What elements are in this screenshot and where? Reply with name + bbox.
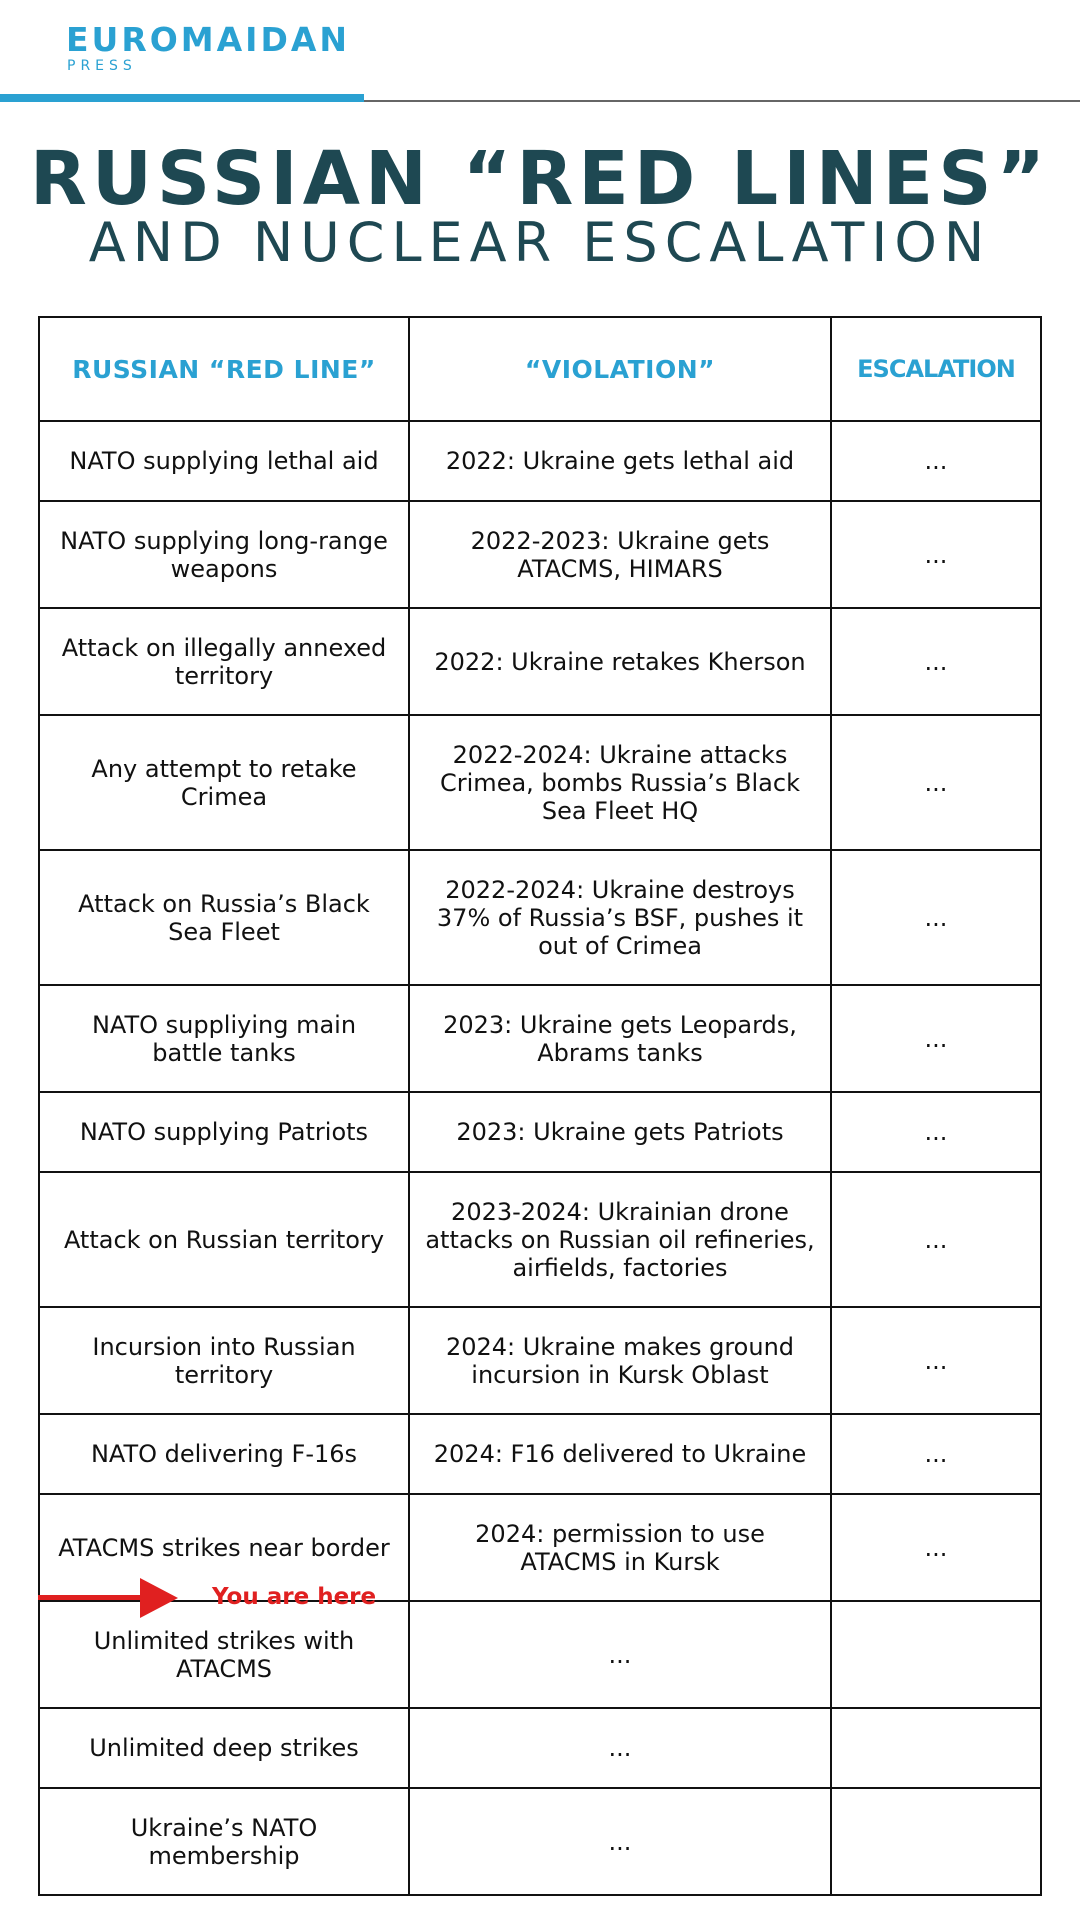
cell-violation: 2023: Ukraine gets Leopards, Abrams tanks [409,985,831,1092]
logo-wordmark: EUROMAIDAN [66,20,351,59]
cell-violation: 2022-2024: Ukraine destroys 37% of Russia’s BSF, pushes it out of Crimea [409,850,831,985]
cell-violation: 2022: Ukraine retakes Kherson [409,608,831,715]
cell-escalation: ... [831,850,1041,985]
cell-red-line: Unlimited strikes with ATACMS [39,1601,409,1708]
cell-violation: ... [409,1788,831,1895]
cell-violation: 2022: Ukraine gets lethal aid [409,421,831,501]
page-subtitle: AND NUCLEAR ESCALATION [88,211,992,274]
cell-violation: 2024: F16 delivered to Ukraine [409,1414,831,1494]
table-row [39,1414,1041,1494]
cell-escalation: ... [831,1172,1041,1307]
table-row [39,1172,1041,1307]
header-red-line: RUSSIAN “RED LINE” [39,317,409,421]
cell-red-line: NATO suppliying main battle tanks [39,985,409,1092]
cell-escalation: ... [831,421,1041,501]
cell-escalation [831,1601,1041,1708]
cell-escalation [831,1708,1041,1788]
euromaidan-press-logo [66,22,350,74]
cell-red-line: Incursion into Russian territory [39,1307,409,1414]
table-header-row [39,317,1041,421]
arrow-shaft [38,1595,148,1600]
cell-red-line: NATO supplying long-range weapons [39,501,409,608]
cell-red-line: Unlimited deep strikes [39,1708,409,1788]
header-escalation: ESCALATION [831,317,1041,421]
cell-red-line: NATO supplying lethal aid [39,421,409,501]
table-row [39,1708,1041,1788]
cell-red-line: Any attempt to retake Crimea [39,715,409,850]
cell-violation: ... [409,1601,831,1708]
cell-violation: 2024: permission to use ATACMS in Kursk [409,1494,831,1601]
page-title: RUSSIAN “RED LINES” [29,136,1051,222]
you-are-here-label: You are here [212,1584,377,1610]
table-row [39,421,1041,501]
cell-red-line: NATO delivering F-16s [39,1414,409,1494]
cell-violation: ... [409,1708,831,1788]
cell-escalation [831,1788,1041,1895]
cell-red-line: ATACMS strikes near border [39,1494,409,1601]
table-row [39,715,1041,850]
cell-violation: 2024: Ukraine makes ground incursion in Kursk Oblast [409,1307,831,1414]
cell-escalation: ... [831,1414,1041,1494]
cell-escalation: ... [831,1494,1041,1601]
cell-escalation: ... [831,985,1041,1092]
cell-violation: 2022-2023: Ukraine gets ATACMS, HIMARS [409,501,831,608]
cell-escalation: ... [831,1307,1041,1414]
red-lines-table [38,316,1042,1896]
you-are-here-marker [38,1576,458,1620]
table-row [39,985,1041,1092]
header-violation: “VIOLATION” [409,317,831,421]
cell-escalation: ... [831,501,1041,608]
logo-subtitle: PRESS [67,58,137,74]
cell-red-line: Ukraine’s NATO membership [39,1788,409,1895]
header-accent-bar [0,94,364,102]
table-row [39,1788,1041,1895]
cell-escalation: ... [831,608,1041,715]
table-row [39,1307,1041,1414]
table-row [39,850,1041,985]
cell-violation: 2023-2024: Ukrainian drone attacks on Russian oil refineries, airfields, factories [409,1172,831,1307]
cell-red-line: NATO supplying Patriots [39,1092,409,1172]
cell-red-line: Attack on illegally annexed territory [39,608,409,715]
table-row [39,501,1041,608]
table-row [39,608,1041,715]
cell-violation: 2022-2024: Ukraine attacks Crimea, bombs Russia’s Black Sea Fleet HQ [409,715,831,850]
cell-escalation: ... [831,715,1041,850]
cell-violation: 2023: Ukraine gets Patriots [409,1092,831,1172]
table-row [39,1092,1041,1172]
cell-escalation: ... [831,1092,1041,1172]
cell-red-line: Attack on Russian territory [39,1172,409,1307]
arrow-right-icon [140,1578,178,1618]
cell-red-line: Attack on Russia’s Black Sea Fleet [39,850,409,985]
